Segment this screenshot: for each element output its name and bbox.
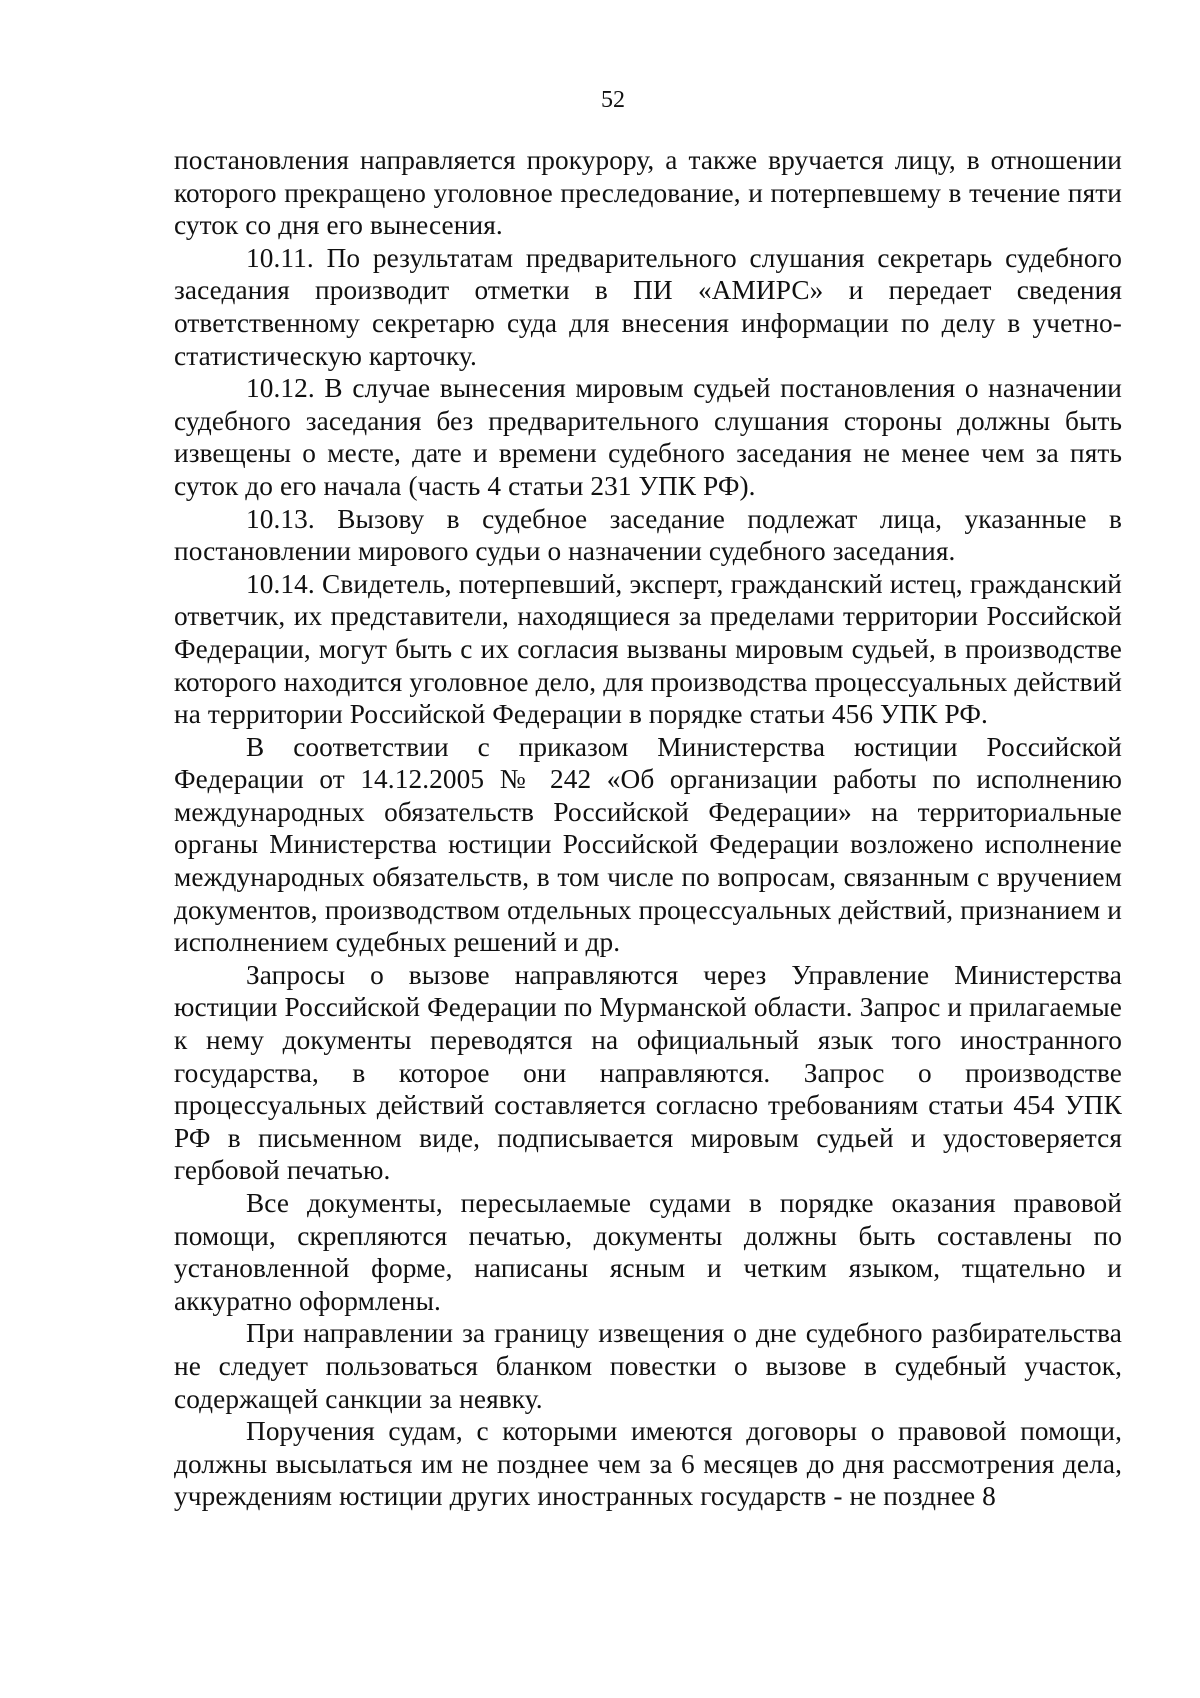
paragraph-10-12: 10.12. В случае вынесения мировым судьей постановления о назначении судебного заседания без предварительного слушания стороны должны быть извещены о месте, дате и времени судебного заседания не менее чем за пять суток до его начала (часть 4 статьи 231 УПК РФ). <box>174 373 1122 501</box>
paragraph-continuation: постановления направляется прокурору, а также вручается лицу, в отношении которого прекращено уголовное преследование, и потерпевшему в течение пяти суток со дня его вынесения. <box>174 145 1122 241</box>
page-number: 52 <box>601 87 625 113</box>
paragraph-10-13: 10.13. Вызову в судебное заседание подлежат лица, указанные в постановлении мирового судьи о назначении судебного заседания. <box>174 503 1122 567</box>
document-body <box>174 144 1122 1513</box>
paragraph-ministry-order: В соответствии с приказом Министерства юстиции Российской Федерации от 14.12.2005 № 242 «Об организации работы по исполнению международных обязательств Российской Федерации» на территориальные органы Министерства юстиции Российской Федерации возложено исполнение международных обязательств, в том числе по вопросам, связанным с вручением документов, производством отдельных процессуальных действий, признанием и исполнением судебных решений и др. <box>174 731 1122 958</box>
paragraph-summons-requests: Запросы о вызове направляются через Управление Министерства юстиции Российской Федерации по Мурманской области. Запрос и прилагаемые к нему документы переводятся на официальный язык того иностранного государства, в которое они направляются. Запрос о производстве процессуальных действий составляется согласно требованиям статьи 454 УПК РФ в письменном виде, подписывается мировым судьей и удостоверяется гербовой печатью. <box>174 959 1122 1186</box>
paragraph-10-11: 10.11. По результатам предварительного слушания секретарь судебного заседания производит отметки в ПИ «АМИРС» и передает сведения ответственному секретарю суда для внесения информации по делу в учетно-статистическую карточку. <box>174 242 1122 371</box>
paragraph-documents-sealed: Все документы, пересылаемые судами в порядке оказания правовой помощи, скрепляются печатью, документы должны быть составлены по установленной форме, написаны ясным и четким языком, тщательно и аккуратно оформлены. <box>174 1188 1122 1316</box>
paragraph-notice-abroad: При направлении за границу извещения о дне судебного разбирательства не следует пользоваться бланком повестки о вызове в судебный участок, содержащей санкции за неявку. <box>174 1318 1122 1414</box>
paragraph-10-14: 10.14. Свидетель, потерпевший, эксперт, гражданский истец, гражданский ответчик, их представители, находящиеся за пределами территории Российской Федерации, могут быть с их согласия вызваны мировым судьей, в производстве которого находится уголовное дело, для производства процессуальных действий на территории Российской Федерации в порядке статьи 456 УПК РФ. <box>174 568 1122 730</box>
paragraph-court-orders: Поручения судам, с которыми имеются договоры о правовой помощи, должны высылаться им не позднее чем за 6 месяцев до дня рассмотрения дела, учреждениям юстиции других иностранных государств - не позднее 8 <box>174 1416 1122 1512</box>
